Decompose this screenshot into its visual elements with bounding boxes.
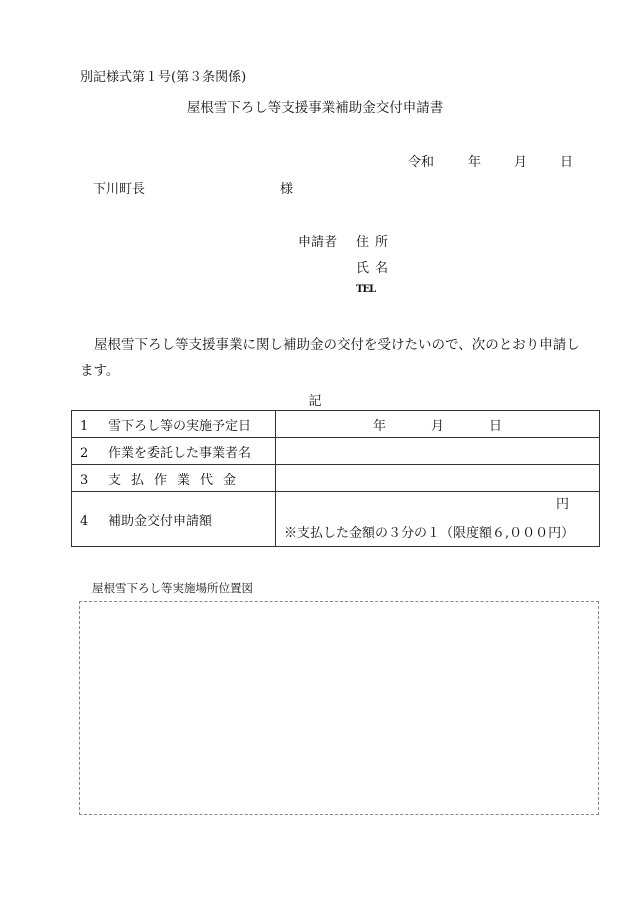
recipient-name: 下川町長 xyxy=(93,182,146,197)
table-row xyxy=(72,411,600,438)
form-number: 別記様式第１号(第３条関係) xyxy=(80,70,247,85)
recipient-honorific: 様 xyxy=(280,182,294,197)
applicant-label: 申請者 xyxy=(298,235,338,250)
field-day: 日 xyxy=(488,418,502,434)
document-title: 屋根雪下ろし等支援事業補助金交付申請書 xyxy=(186,100,444,116)
row-label xyxy=(72,438,276,465)
table-row xyxy=(72,438,600,465)
field-month: 月 xyxy=(430,418,444,434)
row-label xyxy=(72,492,276,547)
table-row xyxy=(72,492,600,547)
row-label-text: 雪下ろし等の実施予定日 xyxy=(108,418,252,434)
name-label: 氏名 xyxy=(356,261,395,276)
yen-unit: 円 xyxy=(555,497,569,512)
date-line xyxy=(408,151,573,170)
implementation-date-field[interactable] xyxy=(276,411,600,438)
field-year: 年 xyxy=(372,418,386,434)
date-day: 日 xyxy=(560,155,574,170)
row-label-text: 作業を委託した事業者名 xyxy=(108,445,252,461)
date-year: 年 xyxy=(468,155,482,170)
tel-label: TEL xyxy=(356,284,376,295)
row-number: 3 xyxy=(80,472,89,488)
application-table xyxy=(71,410,600,547)
subsidy-amount-field[interactable] xyxy=(276,492,600,547)
address-label: 住所 xyxy=(356,235,395,250)
row-number: 4 xyxy=(80,513,89,529)
row-label xyxy=(72,465,276,492)
row-number: 1 xyxy=(80,418,89,434)
row-number: 2 xyxy=(80,445,89,461)
subsidy-note: ※支払した金額の３分の１（限度額６,０００円） xyxy=(284,526,575,541)
location-map-box[interactable] xyxy=(79,601,599,815)
ki-heading: 記 xyxy=(308,394,322,409)
map-caption: 屋根雪下ろし等実施場所位置図 xyxy=(92,581,253,595)
application-statement: 屋根雪下ろし等支援事業に関し補助金の交付を受けたいので、次のとおり申請します。 xyxy=(80,337,580,379)
table-row xyxy=(72,465,600,492)
date-era: 令和 xyxy=(408,155,435,170)
contractor-name-field[interactable] xyxy=(276,438,600,465)
date-month: 月 xyxy=(514,155,528,170)
row-label-text: 支払作業代金 xyxy=(108,472,247,488)
work-payment-field[interactable] xyxy=(276,465,600,492)
row-label xyxy=(72,411,276,438)
row-label-text: 補助金交付申請額 xyxy=(108,513,213,529)
